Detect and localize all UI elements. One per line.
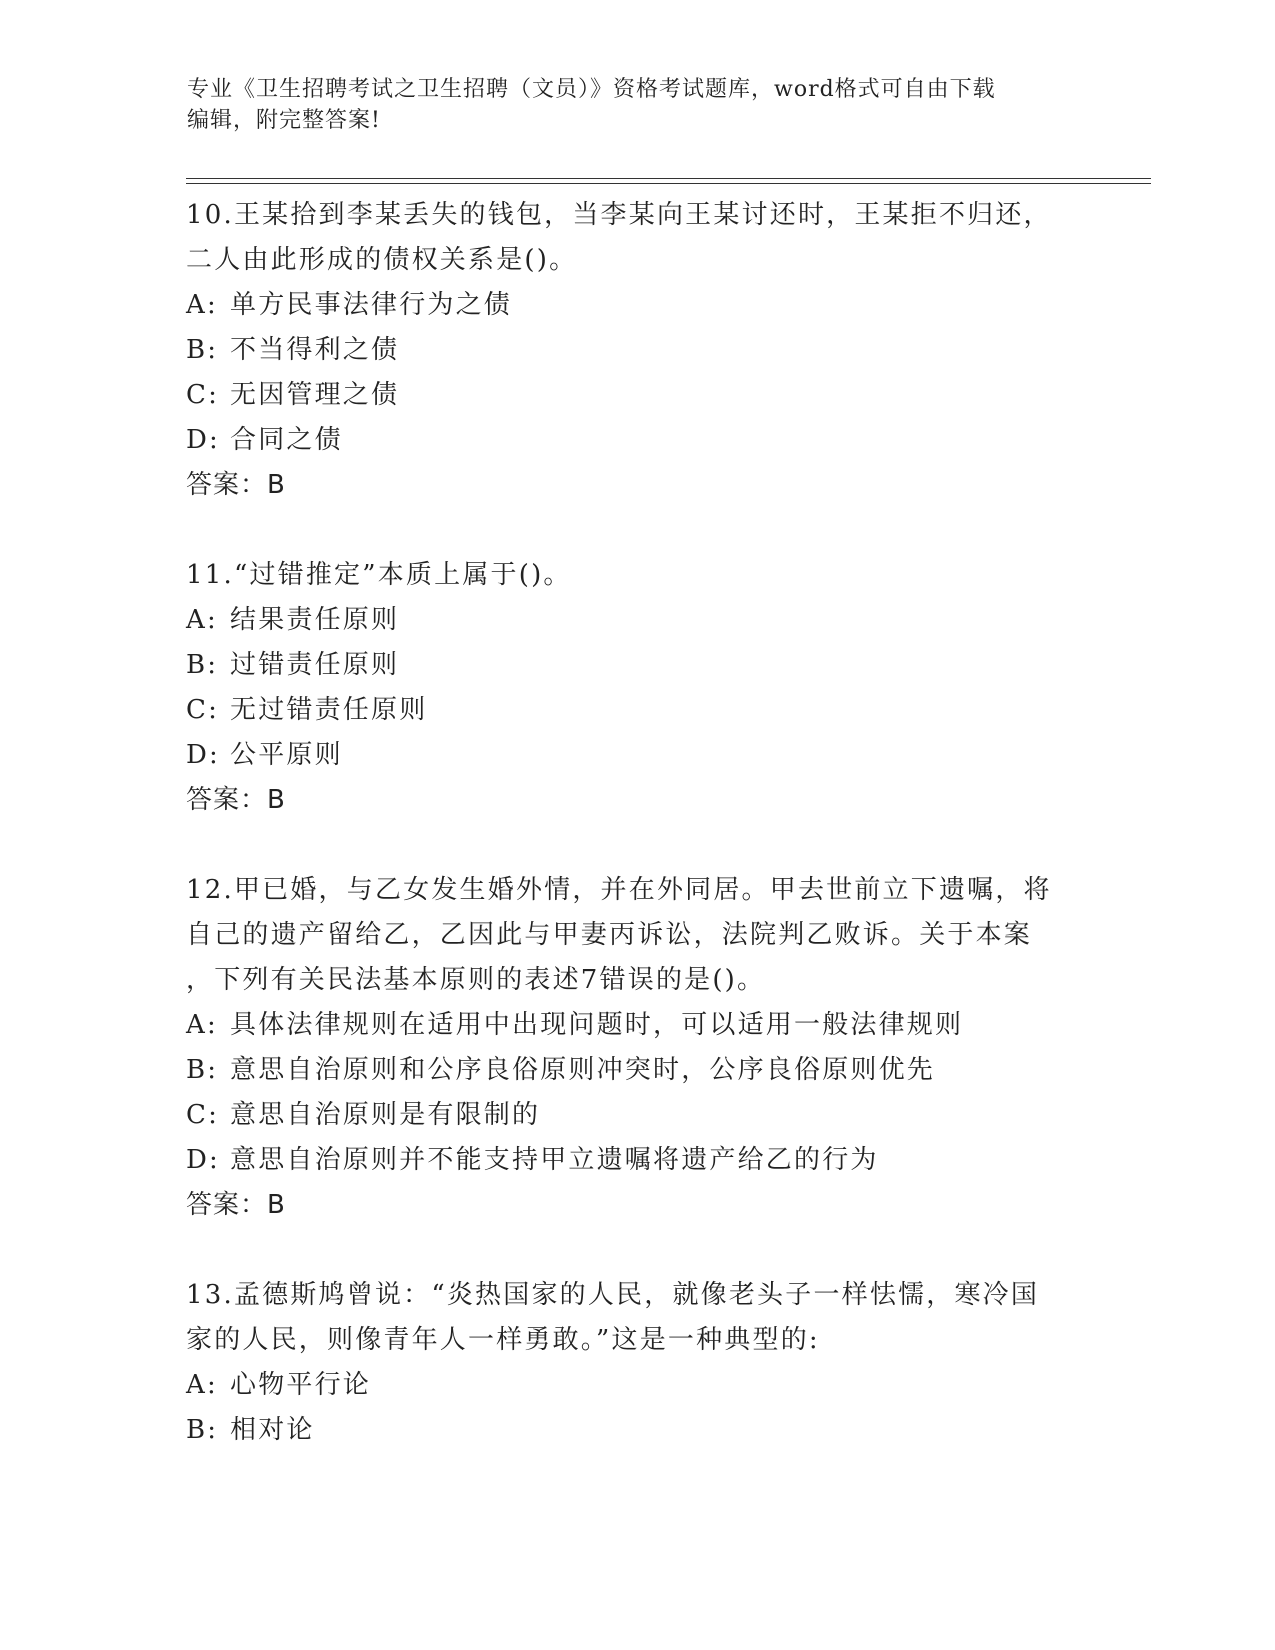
option-text: 无因管理之债 [230,380,400,410]
answer-option [186,688,1086,733]
question-stem-line: ，下列有关民法基本原则的表述7错误的是()。 [186,965,766,995]
question-block [186,193,1086,508]
option-text: 单方民事法律行为之债 [230,290,513,320]
option-text: 相对论 [230,1415,315,1445]
option-key: B: [186,650,219,680]
header-note [187,74,1107,136]
answer-option [186,733,1086,778]
answer-option [186,1003,1086,1048]
question-list [186,193,1086,1498]
answer-option [186,1363,1086,1408]
option-key: C: [186,380,220,410]
question-stem-line: 自己的遗产留给乙，乙因此与甲妻丙诉讼，法院判乙败诉。关于本案 [186,920,1033,950]
option-text: 具体法律规则在适用中出现问题时，可以适用一般法律规则 [230,1010,964,1040]
option-key: D: [186,740,221,770]
option-text: 心物平行论 [230,1370,372,1400]
header-note-line-1: 专业《卫生招聘考试之卫生招聘（文员）》资格考试题库，word格式可自由下载 [187,77,996,102]
answer-option [186,1138,1086,1183]
answer-option [186,1093,1086,1138]
option-key: B: [186,1415,219,1445]
option-text: 意思自治原则和公序良俗原则冲突时，公序良俗原则优先 [230,1055,936,1085]
question-stem-line: 家的人民，则像青年人一样勇敢。”这是一种典型的: [186,1325,820,1355]
option-text: 不当得利之债 [230,335,400,365]
question-stem-line: 12.甲已婚，与乙女发生婚外情，并在外同居。甲去世前立下遗嘱，将 [186,875,1052,905]
answer-option [186,283,1086,328]
option-key: B: [186,335,219,365]
option-key: D: [186,1145,221,1175]
question-block [186,553,1086,823]
question-stem-line: 10.王某拾到李某丢失的钱包，当李某向王某讨还时，王某拒不归还， [186,200,1052,230]
question-stem-line: 11.“过错推定”本质上属于()。 [186,560,572,590]
answer-option [186,373,1086,418]
option-text: 结果责任原则 [230,605,400,635]
answer-option [186,1408,1086,1453]
answer-option [186,418,1086,463]
question-block [186,1273,1086,1453]
answer-option [186,643,1086,688]
option-key: C: [186,695,220,725]
option-text: 意思自治原则并不能支持甲立遗嘱将遗产给乙的行为 [230,1145,879,1175]
option-text: 无过错责任原则 [230,695,428,725]
header-divider-top [186,178,1151,179]
option-text: 意思自治原则是有限制的 [230,1100,541,1130]
question-stem-line: 13.孟德斯鸠曾说：“炎热国家的人民，就像老头子一样怯懦，寒冷国 [186,1280,1040,1310]
option-text: 合同之债 [230,425,343,455]
option-key: A: [186,605,218,635]
header-divider-bottom [186,183,1151,184]
option-text: 过错责任原则 [230,650,400,680]
header-note-line-2: 编辑，附完整答案! [187,108,381,133]
question-block [186,868,1086,1228]
option-key: C: [186,1100,220,1130]
answer-option [186,328,1086,373]
option-text: 公平原则 [230,740,343,770]
option-key: A: [186,1010,218,1040]
option-key: B: [186,1055,219,1085]
answer-key: 答案：B [186,1190,286,1220]
option-key: A: [186,1370,218,1400]
answer-option [186,598,1086,643]
option-key: A: [186,290,218,320]
option-key: D: [186,425,221,455]
answer-key: 答案：B [186,470,286,500]
question-stem-line: 二人由此形成的债权关系是()。 [186,245,578,275]
answer-option [186,1048,1086,1093]
answer-key: 答案：B [186,785,286,815]
